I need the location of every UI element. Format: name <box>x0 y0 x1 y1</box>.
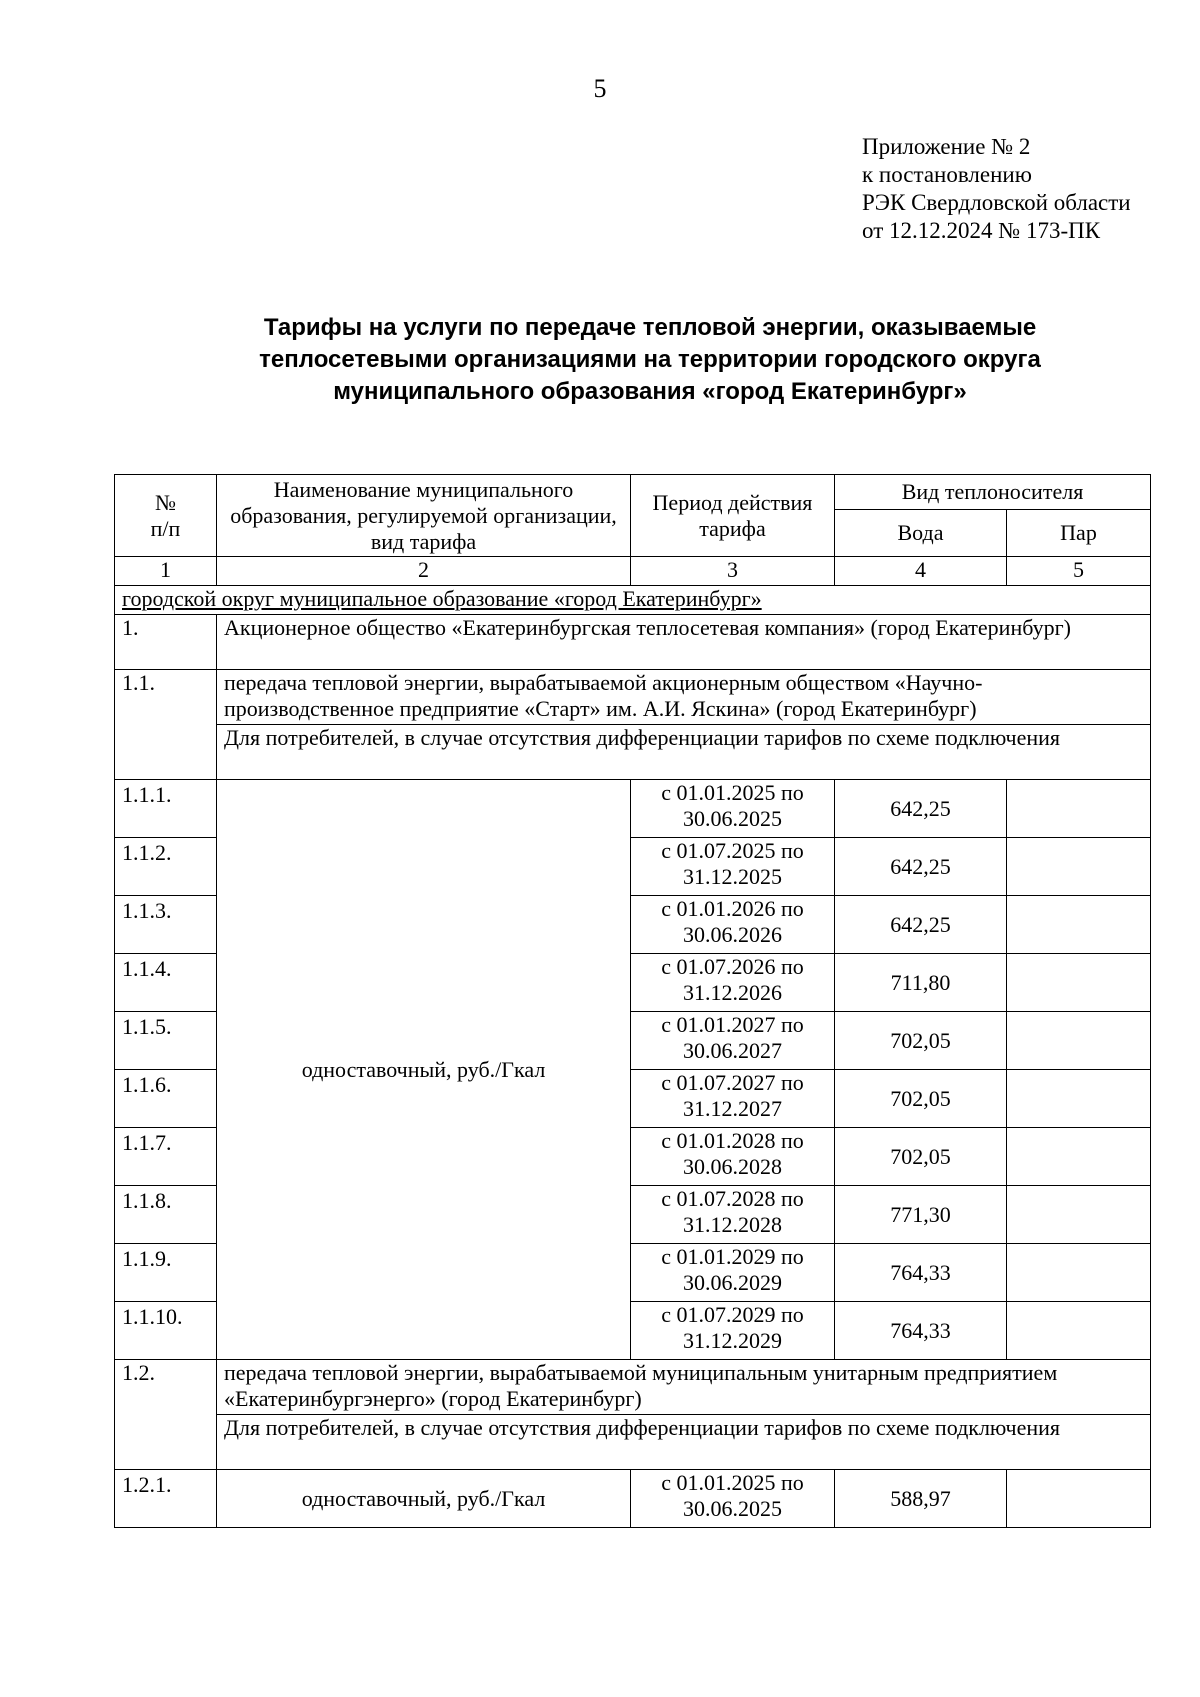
steam-value <box>1007 1012 1151 1070</box>
period-to: 30.06.2026 <box>683 922 782 947</box>
steam-value <box>1007 838 1151 896</box>
water-value: 771,30 <box>835 1186 1007 1244</box>
water-value: 702,05 <box>835 1012 1007 1070</box>
steam-value <box>1007 954 1151 1012</box>
consumers-note: Для потребителей, в случае отсутствия дифференциации тарифов по схеме подключения <box>217 1415 1151 1470</box>
row-number: 1.1.7. <box>115 1128 217 1186</box>
header-number <box>115 475 217 557</box>
steam-value <box>1007 1302 1151 1360</box>
table-row <box>115 780 1151 838</box>
period-to: 31.12.2025 <box>683 864 782 889</box>
steam-value <box>1007 1070 1151 1128</box>
row-number: 1.1.5. <box>115 1012 217 1070</box>
row-number: 1.1.9. <box>115 1244 217 1302</box>
title-line: теплосетевыми организациями на территории городского округа <box>259 346 1041 373</box>
steam-value <box>1007 896 1151 954</box>
steam-value <box>1007 1128 1151 1186</box>
row-number: 1.1.1. <box>115 780 217 838</box>
period-to: 30.06.2025 <box>683 1496 782 1521</box>
period-from: с 01.07.2025 по <box>661 838 804 863</box>
appendix-line: от 12.12.2024 № 173-ПК <box>862 218 1101 243</box>
organization-name: Акционерное общество «Екатеринбургская теплосетевая компания» (город Екатеринбург) <box>217 615 1151 670</box>
period-from: с 01.01.2025 по <box>661 1470 804 1495</box>
steam-value <box>1007 1244 1151 1302</box>
period-to: 31.12.2027 <box>683 1096 782 1121</box>
period-cell <box>631 838 835 896</box>
appendix-line: к постановлению <box>862 162 1032 187</box>
water-value: 588,97 <box>835 1470 1007 1528</box>
transmission-description: передача тепловой энергии, вырабатываемой муниципальным унитарным предприятием «Екатеринбургэнерго» (город Екатеринбург) <box>217 1360 1151 1415</box>
period-to: 30.06.2029 <box>683 1270 782 1295</box>
period-cell <box>631 1244 835 1302</box>
period-to: 30.06.2025 <box>683 806 782 831</box>
column-number: 4 <box>835 557 1007 586</box>
transmission-description: передача тепловой энергии, вырабатываемой акционерным обществом «Научно-производственное предприятие «Старт» им. А.И. Яскина» (город Екатеринбург) <box>217 670 1151 725</box>
period-cell <box>631 1070 835 1128</box>
row-number: 1. <box>115 615 217 670</box>
tariff-type: одноставочный, руб./Гкал <box>217 780 631 1360</box>
header-carrier: Вид теплоносителя <box>835 475 1151 510</box>
period-from: с 01.01.2026 по <box>661 896 804 921</box>
appendix-line: РЭК Свердловской области <box>862 190 1131 215</box>
column-number: 1 <box>115 557 217 586</box>
row-number: 1.1. <box>115 670 217 780</box>
header-steam: Пар <box>1007 510 1151 557</box>
water-value: 642,25 <box>835 896 1007 954</box>
row-number: 1.2. <box>115 1360 217 1470</box>
row-number: 1.1.3. <box>115 896 217 954</box>
period-to: 30.06.2028 <box>683 1154 782 1179</box>
water-value: 642,25 <box>835 838 1007 896</box>
period-cell <box>631 1186 835 1244</box>
steam-value <box>1007 780 1151 838</box>
header-name: Наименование муниципального образования, регулируемой организации, вид тарифа <box>217 475 631 557</box>
period-cell <box>631 780 835 838</box>
period-from: с 01.07.2028 по <box>661 1186 804 1211</box>
appendix-reference <box>862 133 1131 245</box>
period-cell <box>631 1128 835 1186</box>
period-to: 31.12.2028 <box>683 1212 782 1237</box>
consumers-note: Для потребителей, в случае отсутствия дифференциации тарифов по схеме подключения <box>217 725 1151 780</box>
period-from: с 01.01.2028 по <box>661 1128 804 1153</box>
column-number: 3 <box>631 557 835 586</box>
document-title <box>200 312 1100 408</box>
water-value: 764,33 <box>835 1302 1007 1360</box>
water-value: 764,33 <box>835 1244 1007 1302</box>
period-to: 31.12.2029 <box>683 1328 782 1353</box>
water-value: 702,05 <box>835 1070 1007 1128</box>
page-number: 5 <box>593 74 607 103</box>
period-from: с 01.07.2026 по <box>661 954 804 979</box>
tariff-table <box>114 474 1151 1528</box>
period-cell <box>631 1012 835 1070</box>
row-number: 1.1.8. <box>115 1186 217 1244</box>
period-from: с 01.07.2029 по <box>661 1302 804 1327</box>
steam-value <box>1007 1186 1151 1244</box>
row-number: 1.2.1. <box>115 1470 217 1528</box>
column-number: 2 <box>217 557 631 586</box>
water-value: 702,05 <box>835 1128 1007 1186</box>
row-number: 1.1.6. <box>115 1070 217 1128</box>
water-value: 642,25 <box>835 780 1007 838</box>
region-heading: городской округ муниципальное образование «город Екатеринбург» <box>115 586 1151 615</box>
tariff-type: одноставочный, руб./Гкал <box>217 1470 631 1528</box>
column-number: 5 <box>1007 557 1151 586</box>
row-number: 1.1.10. <box>115 1302 217 1360</box>
period-cell <box>631 954 835 1012</box>
period-to: 30.06.2027 <box>683 1038 782 1063</box>
header-period: Период действия тарифа <box>631 475 835 557</box>
steam-value <box>1007 1470 1151 1528</box>
header-number-line: № <box>155 489 176 515</box>
appendix-line: Приложение № 2 <box>862 134 1031 159</box>
table-row <box>115 1470 1151 1528</box>
title-line: Тарифы на услуги по передаче тепловой энергии, оказываемые <box>263 314 1037 341</box>
header-water: Вода <box>835 510 1007 557</box>
period-to: 31.12.2026 <box>683 980 782 1005</box>
period-cell <box>631 1470 835 1528</box>
title-line: муниципального образования «город Екатеринбург» <box>333 378 967 405</box>
header-number-line: п/п <box>150 515 181 541</box>
period-from: с 01.07.2027 по <box>661 1070 804 1095</box>
period-from: с 01.01.2029 по <box>661 1244 804 1269</box>
row-number: 1.1.2. <box>115 838 217 896</box>
row-number: 1.1.4. <box>115 954 217 1012</box>
period-from: с 01.01.2027 по <box>661 1012 804 1037</box>
period-cell <box>631 896 835 954</box>
period-from: с 01.01.2025 по <box>661 780 804 805</box>
period-cell <box>631 1302 835 1360</box>
water-value: 711,80 <box>835 954 1007 1012</box>
